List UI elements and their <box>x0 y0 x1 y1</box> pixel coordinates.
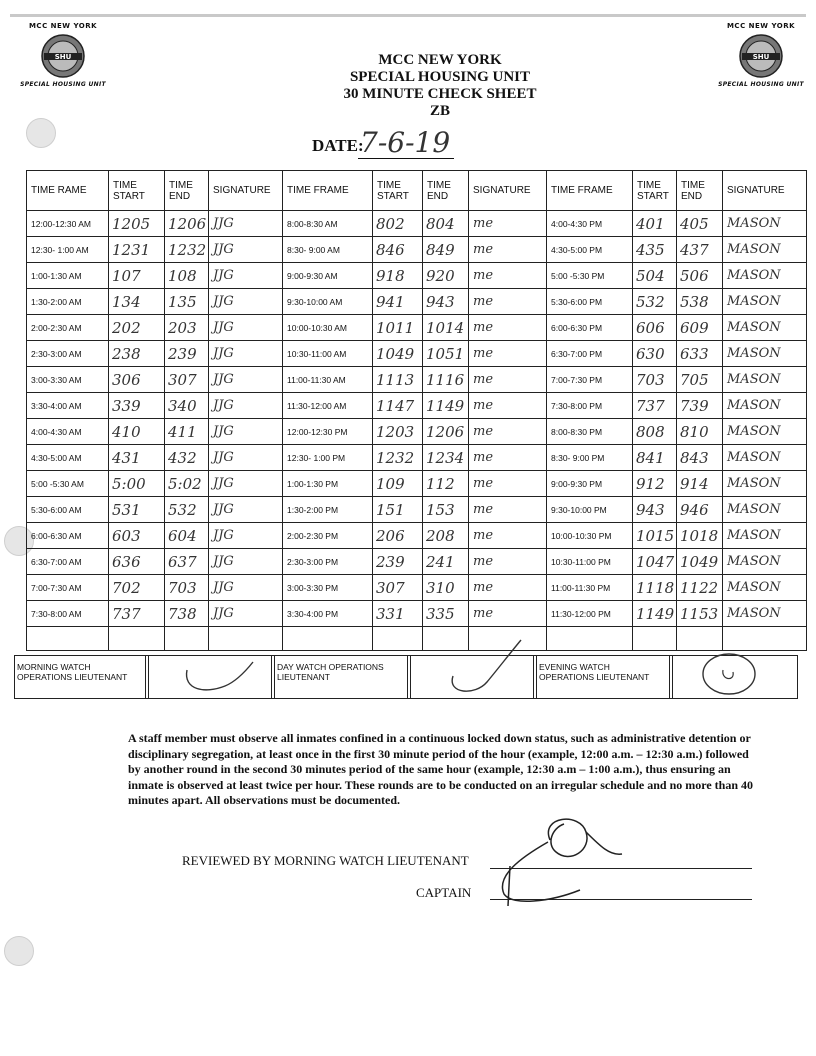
time-end-cell: 1051 <box>423 341 469 367</box>
table-row <box>27 575 807 601</box>
time-frame-cell: 8:00-8:30 AM <box>283 211 373 237</box>
logo-subtitle: SPECIAL HOUSING UNIT <box>20 81 106 88</box>
signature-cell: JJG <box>209 497 283 523</box>
time-start-cell: 435 <box>633 237 677 263</box>
time-frame-cell: 11:30-12:00 PM <box>547 601 633 627</box>
empty-cell <box>165 627 209 651</box>
time-end-cell: 1153 <box>677 601 723 627</box>
table-header-row <box>27 171 807 211</box>
time-start-cell: 532 <box>633 289 677 315</box>
signature-cell: JJG <box>209 393 283 419</box>
time-frame-cell: 12:00-12:30 PM <box>283 419 373 445</box>
logo-subtitle: SPECIAL HOUSING UNIT <box>718 81 804 88</box>
time-start-cell: 943 <box>633 497 677 523</box>
signature-cell: MASON <box>723 315 807 341</box>
time-end-cell: 1206 <box>165 211 209 237</box>
empty-cell <box>109 627 165 651</box>
time-end-cell: 340 <box>165 393 209 419</box>
signature-cell: MASON <box>723 237 807 263</box>
time-frame-cell: 5:30-6:00 AM <box>27 497 109 523</box>
time-end-cell: 208 <box>423 523 469 549</box>
signature-cell: JJG <box>209 523 283 549</box>
signature-cell: MASON <box>723 367 807 393</box>
time-frame-cell: 1:00-1:30 PM <box>283 471 373 497</box>
time-start-cell: 401 <box>633 211 677 237</box>
signature-cell: JJG <box>209 575 283 601</box>
time-end-cell: 1232 <box>165 237 209 263</box>
time-start-cell: 107 <box>109 263 165 289</box>
time-end-cell: 843 <box>677 445 723 471</box>
time-start-cell: 134 <box>109 289 165 315</box>
time-start-cell: 1231 <box>109 237 165 263</box>
time-end-cell: 604 <box>165 523 209 549</box>
signature-cell: me <box>469 211 547 237</box>
signature-cell: me <box>469 341 547 367</box>
evening-lieutenant-signature <box>695 648 765 698</box>
time-frame-cell: 7:30-8:00 PM <box>547 393 633 419</box>
time-end-cell: 633 <box>677 341 723 367</box>
time-end-cell: 914 <box>677 471 723 497</box>
time-end-cell: 738 <box>165 601 209 627</box>
time-end-cell: 943 <box>423 289 469 315</box>
time-start-cell: 202 <box>109 315 165 341</box>
time-start-cell: 1205 <box>109 211 165 237</box>
time-end-cell: 432 <box>165 445 209 471</box>
time-end-cell: 849 <box>423 237 469 263</box>
table-row <box>27 211 807 237</box>
signature-cell: me <box>469 367 547 393</box>
time-frame-cell: 6:30-7:00 PM <box>547 341 633 367</box>
time-start-cell: 737 <box>109 601 165 627</box>
signature-cell: me <box>469 575 547 601</box>
time-frame-cell: 9:00-9:30 PM <box>547 471 633 497</box>
time-start-cell: 431 <box>109 445 165 471</box>
signature-cell: me <box>469 263 547 289</box>
table-row <box>27 315 807 341</box>
time-start-cell: 1147 <box>373 393 423 419</box>
time-start-cell: 1015 <box>633 523 677 549</box>
time-end-cell: 739 <box>677 393 723 419</box>
time-frame-cell: 11:00-11:30 PM <box>547 575 633 601</box>
empty-cell <box>373 627 423 651</box>
time-end-cell: 1018 <box>677 523 723 549</box>
table-row <box>27 523 807 549</box>
empty-cell <box>209 627 283 651</box>
time-end-cell: 1149 <box>423 393 469 419</box>
col-time-start: TIME START <box>633 171 677 211</box>
signature-cell: JJG <box>209 601 283 627</box>
signature-cell: JJG <box>209 445 283 471</box>
punch-hole <box>4 936 34 966</box>
time-frame-cell: 4:30-5:00 PM <box>547 237 633 263</box>
table-body <box>27 211 807 651</box>
shu-emblem-icon <box>738 33 784 79</box>
signature-cell: JJG <box>209 367 283 393</box>
signature-cell: MASON <box>723 393 807 419</box>
header-line-2: SPECIAL HOUSING UNIT <box>349 69 531 85</box>
instructions-paragraph: A staff member must observe all inmates confined in a continuous locked down status, such as administrative detention or disciplinary segregation, at least once in the first 30 minute period of the hour (example, 12:00 a.m. – 12:30 a.m.) followed by another round in the second 30 minutes period of the same hour (example, 12:30 a.m – 1:00 a.m.), thus ensuring an inmate is observed at least twice per hour. These rounds are to be conducted on an irregular schedule and no more than 40 minutes apart. All observations must be documented. <box>128 731 754 807</box>
signature-cell: MASON <box>723 341 807 367</box>
time-start-cell: 307 <box>373 575 423 601</box>
time-frame-cell: 8:30- 9:00 PM <box>547 445 633 471</box>
time-start-cell: 737 <box>633 393 677 419</box>
table-row <box>27 471 807 497</box>
signature-cell: MASON <box>723 289 807 315</box>
signature-cell: MASON <box>723 471 807 497</box>
time-start-cell: 941 <box>373 289 423 315</box>
time-frame-cell: 7:00-7:30 AM <box>27 575 109 601</box>
time-frame-cell: 3:00-3:30 PM <box>283 575 373 601</box>
logo-name: MCC NEW YORK <box>28 22 98 30</box>
captain-label: CAPTAIN <box>416 885 472 900</box>
time-start-cell: 846 <box>373 237 423 263</box>
time-start-cell: 630 <box>633 341 677 367</box>
time-end-cell: 1206 <box>423 419 469 445</box>
signature-cell: MASON <box>723 549 807 575</box>
svg-text:SHU: SHU <box>54 53 72 61</box>
signature-cell: me <box>469 315 547 341</box>
logo-name: MCC NEW YORK <box>726 22 796 30</box>
check-sheet-table <box>26 170 807 651</box>
table-row <box>27 367 807 393</box>
col-signature: SIGNATURE <box>209 171 283 211</box>
signature-cell: MASON <box>723 445 807 471</box>
signature-cell: me <box>469 445 547 471</box>
logo-left <box>8 22 118 88</box>
time-start-cell: 703 <box>633 367 677 393</box>
time-frame-cell: 5:30-6:00 PM <box>547 289 633 315</box>
time-frame-cell: 4:00-4:30 PM <box>547 211 633 237</box>
time-start-cell: 918 <box>373 263 423 289</box>
time-end-cell: 108 <box>165 263 209 289</box>
time-frame-cell: 3:30-4:00 AM <box>27 393 109 419</box>
time-end-cell: 135 <box>165 289 209 315</box>
table-row <box>27 263 807 289</box>
divider <box>407 656 411 698</box>
divider <box>669 656 673 698</box>
signature-cell: JJG <box>209 549 283 575</box>
table-row <box>27 237 807 263</box>
time-end-cell: 335 <box>423 601 469 627</box>
time-end-cell: 532 <box>165 497 209 523</box>
watch-signoff-strip <box>14 655 798 699</box>
time-start-cell: 5:00 <box>109 471 165 497</box>
signature-cell: me <box>469 471 547 497</box>
time-frame-cell: 5:00 -5:30 PM <box>547 263 633 289</box>
time-end-cell: 637 <box>165 549 209 575</box>
divider <box>271 656 275 698</box>
time-start-cell: 702 <box>109 575 165 601</box>
signature-cell: me <box>469 419 547 445</box>
table-row <box>27 341 807 367</box>
col-time-end: TIME END <box>677 171 723 211</box>
header-line-3: 30 MINUTE CHECK SHEET <box>343 86 537 102</box>
time-frame-cell: 10:30-11:00 PM <box>547 549 633 575</box>
time-end-cell: 310 <box>423 575 469 601</box>
col-time-frame-morning: TIME RAME <box>27 171 109 211</box>
time-end-cell: 920 <box>423 263 469 289</box>
time-start-cell: 1113 <box>373 367 423 393</box>
time-end-cell: 405 <box>677 211 723 237</box>
time-frame-cell: 5:00 -5:30 AM <box>27 471 109 497</box>
empty-cell <box>677 627 723 651</box>
table-row <box>27 393 807 419</box>
time-frame-cell: 10:30-11:00 AM <box>283 341 373 367</box>
time-frame-cell: 10:00-10:30 AM <box>283 315 373 341</box>
signature-cell: me <box>469 601 547 627</box>
signature-cell: MASON <box>723 211 807 237</box>
signature-cell: JJG <box>209 315 283 341</box>
time-end-cell: 703 <box>165 575 209 601</box>
time-start-cell: 912 <box>633 471 677 497</box>
time-frame-cell: 9:00-9:30 AM <box>283 263 373 289</box>
signature-cell: MASON <box>723 419 807 445</box>
signature-cell: JJG <box>209 471 283 497</box>
table-row <box>27 419 807 445</box>
time-frame-cell: 2:30-3:00 PM <box>283 549 373 575</box>
signature-cell: me <box>469 549 547 575</box>
time-end-cell: 705 <box>677 367 723 393</box>
time-frame-cell: 2:00-2:30 PM <box>283 523 373 549</box>
time-end-cell: 239 <box>165 341 209 367</box>
time-start-cell: 1118 <box>633 575 677 601</box>
time-end-cell: 1116 <box>423 367 469 393</box>
time-start-cell: 841 <box>633 445 677 471</box>
time-frame-cell: 9:30-10:00 PM <box>547 497 633 523</box>
signature-cell: me <box>469 497 547 523</box>
time-end-cell: 609 <box>677 315 723 341</box>
divider <box>533 656 537 698</box>
col-time-end: TIME END <box>165 171 209 211</box>
time-end-cell: 1049 <box>677 549 723 575</box>
time-start-cell: 339 <box>109 393 165 419</box>
time-frame-cell: 2:00-2:30 AM <box>27 315 109 341</box>
logo-right <box>706 22 816 88</box>
time-start-cell: 636 <box>109 549 165 575</box>
signature-cell: JJG <box>209 341 283 367</box>
time-frame-cell: 3:30-4:00 PM <box>283 601 373 627</box>
time-frame-cell: 1:00-1:30 AM <box>27 263 109 289</box>
col-time-start: TIME START <box>373 171 423 211</box>
time-frame-cell: 11:30-12:00 AM <box>283 393 373 419</box>
time-start-cell: 531 <box>109 497 165 523</box>
lieutenant-signature <box>490 806 630 910</box>
time-end-cell: 804 <box>423 211 469 237</box>
time-frame-cell: 3:00-3:30 AM <box>27 367 109 393</box>
time-end-cell: 810 <box>677 419 723 445</box>
signature-cell: JJG <box>209 419 283 445</box>
time-start-cell: 306 <box>109 367 165 393</box>
time-start-cell: 1232 <box>373 445 423 471</box>
time-start-cell: 238 <box>109 341 165 367</box>
morning-lieutenant-signature <box>175 660 255 696</box>
time-start-cell: 802 <box>373 211 423 237</box>
time-frame-cell: 12:30- 1:00 PM <box>283 445 373 471</box>
time-end-cell: 153 <box>423 497 469 523</box>
time-end-cell: 112 <box>423 471 469 497</box>
time-start-cell: 1203 <box>373 419 423 445</box>
document-header <box>240 52 640 120</box>
time-start-cell: 1047 <box>633 549 677 575</box>
signature-cell: JJG <box>209 263 283 289</box>
time-start-cell: 239 <box>373 549 423 575</box>
time-start-cell: 410 <box>109 419 165 445</box>
signature-cell: me <box>469 393 547 419</box>
time-frame-cell: 12:00-12:30 AM <box>27 211 109 237</box>
shu-emblem-icon <box>40 33 86 79</box>
day-watch-label: DAY WATCH OPERATIONS LIEUTENANT <box>277 662 384 682</box>
signature-cell: JJG <box>209 211 283 237</box>
signature-cell: MASON <box>723 497 807 523</box>
time-start-cell: 331 <box>373 601 423 627</box>
empty-cell <box>283 627 373 651</box>
table-spacer-row <box>27 627 807 651</box>
time-end-cell: 946 <box>677 497 723 523</box>
date-value: 7-6-19 <box>360 126 451 159</box>
time-start-cell: 504 <box>633 263 677 289</box>
signature-cell: JJG <box>209 289 283 315</box>
time-start-cell: 206 <box>373 523 423 549</box>
time-start-cell: 1149 <box>633 601 677 627</box>
col-signature: SIGNATURE <box>469 171 547 211</box>
top-rule <box>10 14 806 17</box>
col-time-end: TIME END <box>423 171 469 211</box>
time-frame-cell: 2:30-3:00 AM <box>27 341 109 367</box>
table-row <box>27 445 807 471</box>
time-frame-cell: 8:30- 9:00 AM <box>283 237 373 263</box>
time-end-cell: 5:02 <box>165 471 209 497</box>
col-time-start: TIME START <box>109 171 165 211</box>
time-end-cell: 1014 <box>423 315 469 341</box>
punch-hole <box>26 118 56 148</box>
empty-cell <box>547 627 633 651</box>
time-frame-cell: 6:00-6:30 PM <box>547 315 633 341</box>
time-start-cell: 606 <box>633 315 677 341</box>
empty-cell <box>633 627 677 651</box>
time-start-cell: 1011 <box>373 315 423 341</box>
table-row <box>27 549 807 575</box>
time-frame-cell: 4:30-5:00 AM <box>27 445 109 471</box>
time-frame-cell: 12:30- 1:00 AM <box>27 237 109 263</box>
signature-cell: MASON <box>723 575 807 601</box>
time-frame-cell: 6:00-6:30 AM <box>27 523 109 549</box>
signature-cell: MASON <box>723 263 807 289</box>
time-frame-cell: 11:00-11:30 AM <box>283 367 373 393</box>
time-frame-cell: 10:00-10:30 PM <box>547 523 633 549</box>
time-frame-cell: 7:30-8:00 AM <box>27 601 109 627</box>
time-end-cell: 506 <box>677 263 723 289</box>
divider <box>145 656 149 698</box>
col-time-frame-evening: TIME FRAME <box>547 171 633 211</box>
evening-watch-label: EVENING WATCH OPERATIONS LIEUTENANT <box>539 662 650 682</box>
time-start-cell: 151 <box>373 497 423 523</box>
time-end-cell: 437 <box>677 237 723 263</box>
day-lieutenant-signature <box>435 638 525 696</box>
time-end-cell: 411 <box>165 419 209 445</box>
time-end-cell: 203 <box>165 315 209 341</box>
col-signature: SIGNATURE <box>723 171 807 211</box>
time-start-cell: 603 <box>109 523 165 549</box>
time-frame-cell: 8:00-8:30 PM <box>547 419 633 445</box>
signature-cell: me <box>469 237 547 263</box>
header-line-1: MCC NEW YORK <box>378 52 502 68</box>
time-end-cell: 241 <box>423 549 469 575</box>
table-row <box>27 497 807 523</box>
time-frame-cell: 6:30-7:00 AM <box>27 549 109 575</box>
time-frame-cell: 7:00-7:30 PM <box>547 367 633 393</box>
time-end-cell: 307 <box>165 367 209 393</box>
time-start-cell: 109 <box>373 471 423 497</box>
time-frame-cell: 9:30-10:00 AM <box>283 289 373 315</box>
signature-cell: MASON <box>723 523 807 549</box>
signature-cell: me <box>469 523 547 549</box>
signature-cell: JJG <box>209 237 283 263</box>
time-end-cell: 1234 <box>423 445 469 471</box>
morning-watch-label: MORNING WATCH OPERATIONS LIEUTENANT <box>17 662 128 682</box>
table-row <box>27 289 807 315</box>
header-line-4: ZB <box>429 103 450 119</box>
table-row <box>27 601 807 627</box>
empty-cell <box>27 627 109 651</box>
time-frame-cell: 1:30-2:00 PM <box>283 497 373 523</box>
date-label: DATE: <box>312 136 364 155</box>
col-time-frame-day: TIME FRAME <box>283 171 373 211</box>
time-start-cell: 1049 <box>373 341 423 367</box>
empty-cell <box>723 627 807 651</box>
reviewed-by-label: REVIEWED BY MORNING WATCH LIEUTENANT <box>182 853 469 868</box>
signature-cell: MASON <box>723 601 807 627</box>
time-start-cell: 808 <box>633 419 677 445</box>
time-end-cell: 538 <box>677 289 723 315</box>
signature-cell: me <box>469 289 547 315</box>
time-end-cell: 1122 <box>677 575 723 601</box>
time-frame-cell: 1:30-2:00 AM <box>27 289 109 315</box>
svg-text:SHU: SHU <box>752 53 770 61</box>
date-underline <box>358 158 454 159</box>
time-frame-cell: 4:00-4:30 AM <box>27 419 109 445</box>
